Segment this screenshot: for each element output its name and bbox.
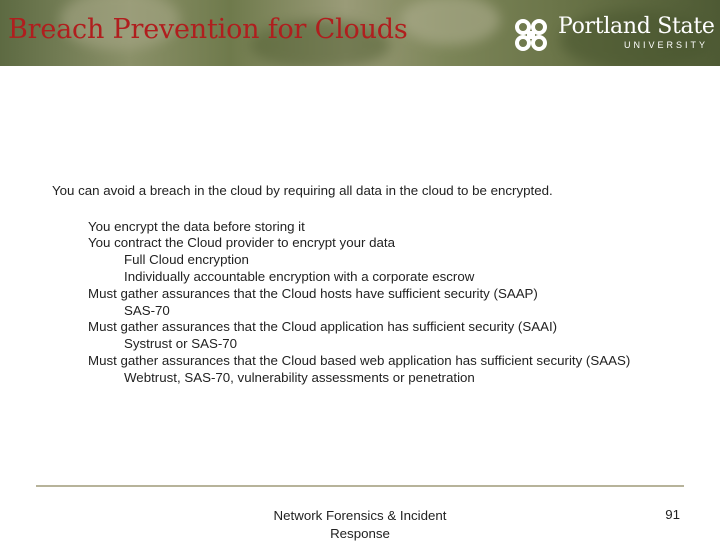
page-number: 91 bbox=[665, 507, 680, 522]
bullet-level2: Individually accountable encryption with a corporate escrow bbox=[124, 269, 475, 284]
bullet-level2: Webtrust, SAS-70, vulnerability assessments or penetration bbox=[124, 370, 475, 385]
footer-divider bbox=[36, 485, 684, 487]
bullet-level1: Must gather assurances that the Cloud hosts have sufficient security (SAAP) bbox=[88, 286, 538, 301]
bullet-level2: SAS-70 bbox=[124, 303, 170, 318]
bullet-level1: You encrypt the data before storing it bbox=[88, 219, 305, 234]
footer-course-line2: Response bbox=[330, 526, 390, 541]
slide-title: Breach Prevention for Clouds bbox=[8, 14, 408, 45]
lead-paragraph: You can avoid a breach in the cloud by requiring all data in the cloud to be encrypted. bbox=[52, 183, 553, 198]
logo-subtitle: UNIVERSITY bbox=[624, 40, 709, 50]
footer-course-line1: Network Forensics & Incident bbox=[273, 508, 447, 523]
bullet-level1: You contract the Cloud provider to encrypt your data bbox=[88, 235, 395, 250]
bullet-level2: Systrust or SAS-70 bbox=[124, 336, 238, 351]
logo-wordmark: Portland State bbox=[558, 14, 715, 39]
bullet-level1: Must gather assurances that the Cloud based web application has sufficient security (SAAS) bbox=[88, 353, 631, 368]
footer-course-title bbox=[250, 507, 470, 543]
bullet-level1: Must gather assurances that the Cloud application has sufficient security (SAAI) bbox=[88, 319, 558, 334]
bullet-level2: Full Cloud encryption bbox=[124, 252, 249, 267]
